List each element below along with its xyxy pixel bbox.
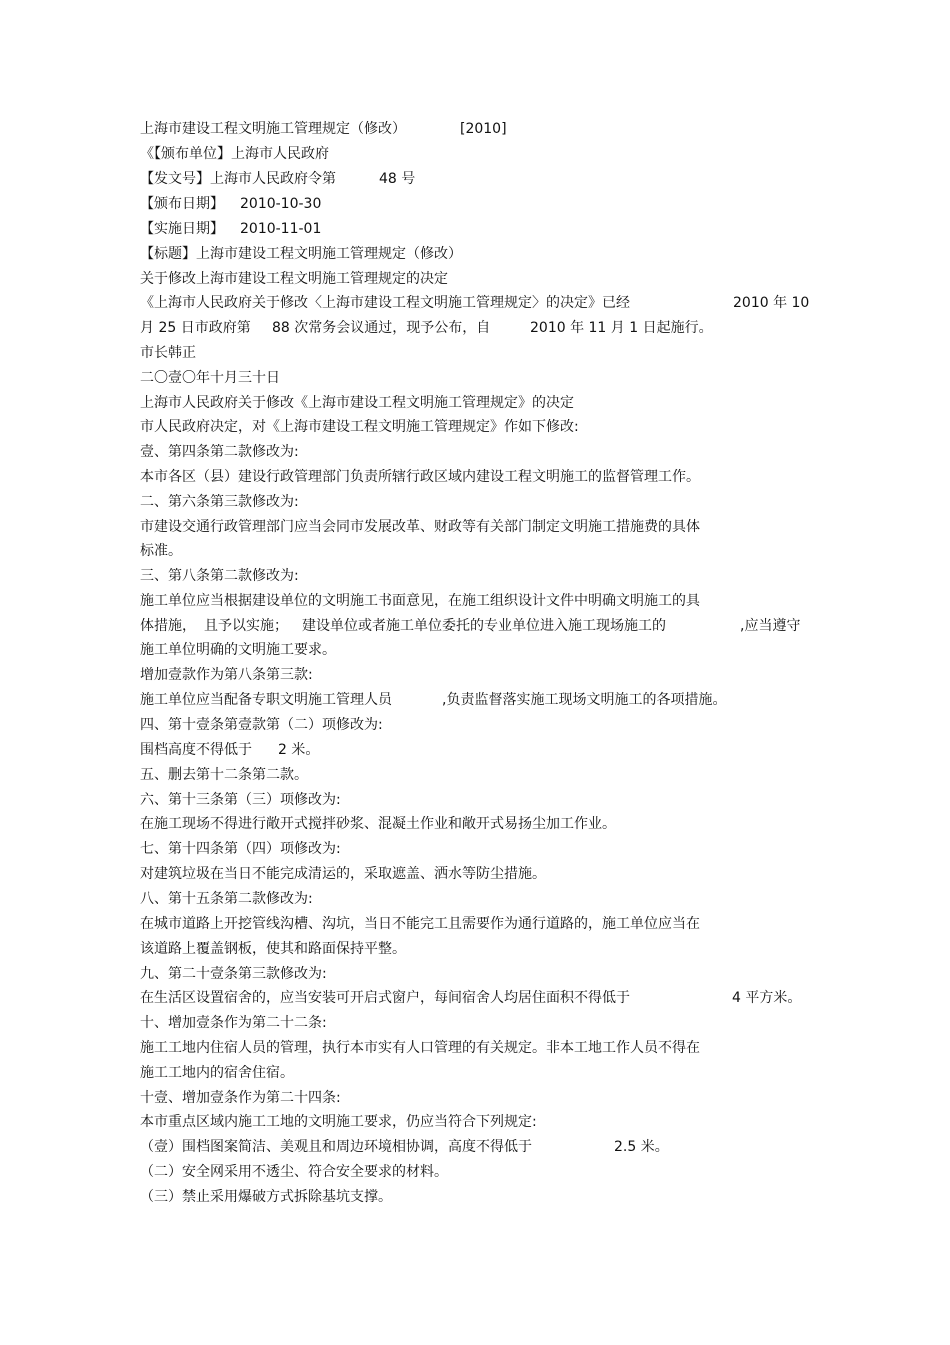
text-line: 壹、第四条第二款修改为: [140, 444, 299, 460]
text-line: 《上海市人民政府关于修改〈上海市建设工程文明施工管理规定〉的决定》已经 [140, 295, 630, 311]
text-line: 十、增加壹条作为第二十二条: [140, 1015, 327, 1031]
text-line: 施工单位明确的文明施工要求。 [140, 642, 336, 658]
text-line: 88 次常务会议通过，现予公布，自 [272, 320, 491, 336]
text-line: 【实施日期】 [140, 221, 224, 237]
text-line: 且予以实施； [204, 618, 288, 634]
text-line: ,应当遵守 [740, 618, 801, 634]
text-line: 体措施， [140, 618, 196, 634]
text-line: 七、第十四条第（四）项修改为: [140, 841, 341, 857]
text-line: 【发文号】上海市人民政府令第 [140, 171, 336, 187]
text-line: 二、第六条第三款修改为: [140, 494, 299, 510]
text-line: 月 25 日市政府第 [140, 320, 251, 336]
text-line: 《【颁布单位】上海市人民政府 [140, 146, 329, 162]
text-line: 【颁布日期】 [140, 196, 224, 212]
text-line: 建设单位或者施工单位委托的专业单位进入施工现场施工的 [302, 618, 666, 634]
text-line: 上海市人民政府关于修改《上海市建设工程文明施工管理规定》的决定 [140, 395, 574, 411]
text-line: 上海市建设工程文明施工管理规定（修改） [140, 121, 406, 137]
text-line: 市人民政府决定，对《上海市建设工程文明施工管理规定》作如下修改: [140, 419, 579, 435]
text-line: 三、第八条第二款修改为: [140, 568, 299, 584]
text-line: 施工工地内的宿舍住宿。 [140, 1065, 294, 1081]
text-line: 市长韩正 [140, 345, 196, 361]
text-line: 2.5 米。 [614, 1139, 669, 1155]
text-line: 2010-10-30 [240, 196, 322, 212]
text-line: 标准。 [140, 543, 182, 559]
text-line: 2 米。 [278, 742, 320, 758]
text-line: 增加壹款作为第八条第三款: [140, 667, 313, 683]
text-line: 六、第十三条第（三）项修改为: [140, 792, 341, 808]
text-line: 4 平方米。 [732, 990, 802, 1006]
text-line: 2010 年 11 月 1 日起施行。 [530, 320, 713, 336]
text-line: 二〇壹〇年十月三十日 [140, 370, 280, 386]
text-line: 在施工现场不得进行敞开式搅拌砂浆、混凝土作业和敞开式易扬尘加工作业。 [140, 816, 616, 832]
text-line: 五、删去第十二条第二款。 [140, 767, 308, 783]
text-line: ,负责监督落实施工现场文明施工的各项措施。 [442, 692, 727, 708]
text-line: 市建设交通行政管理部门应当会同市发展改革、财政等有关部门制定文明施工措施费的具体 [140, 519, 700, 535]
text-line: 对建筑垃圾在当日不能完成清运的，采取遮盖、洒水等防尘措施。 [140, 866, 546, 882]
text-line: 在城市道路上开挖管线沟槽、沟坑，当日不能完工且需要作为通行道路的，施工单位应当在 [140, 916, 700, 932]
text-line: 四、第十壹条第壹款第（二）项修改为: [140, 717, 383, 733]
text-line: 十壹、增加壹条作为第二十四条: [140, 1090, 341, 1106]
text-line: 施工单位应当配备专职文明施工管理人员 [140, 692, 392, 708]
text-line: 在生活区设置宿舍的，应当安装可开启式窗户，每间宿舍人均居住面积不得低于 [140, 990, 630, 1006]
text-line: 本市重点区域内施工工地的文明施工要求，仍应当符合下列规定: [140, 1114, 537, 1130]
text-line: （三）禁止采用爆破方式拆除基坑支撑。 [140, 1189, 392, 1205]
text-line: 48 号 [379, 171, 416, 187]
text-line: 八、第十五条第二款修改为: [140, 891, 313, 907]
text-line: 该道路上覆盖钢板，使其和路面保持平整。 [140, 941, 406, 957]
text-line: 本市各区（县）建设行政管理部门负责所辖行政区域内建设工程文明施工的监督管理工作。 [140, 469, 700, 485]
text-line: 施工工地内住宿人员的管理，执行本市实有人口管理的有关规定。非本工地工作人员不得在 [140, 1040, 700, 1056]
text-line: （壹）围档图案简洁、美观且和周边环境相协调，高度不得低于 [140, 1139, 532, 1155]
text-line: 关于修改上海市建设工程文明施工管理规定的决定 [140, 271, 448, 287]
text-line: 2010 年 10 [733, 295, 810, 311]
text-line: 【标题】上海市建设工程文明施工管理规定（修改） [140, 246, 462, 262]
text-line: 施工单位应当根据建设单位的文明施工书面意见，在施工组织设计文件中明确文明施工的具 [140, 593, 700, 609]
text-line: （二）安全网采用不透尘、符合安全要求的材料。 [140, 1164, 448, 1180]
text-line: 围档高度不得低于 [140, 742, 252, 758]
text-line: 九、第二十壹条第三款修改为: [140, 966, 327, 982]
text-line: 2010-11-01 [240, 221, 322, 237]
text-line: [2010] [460, 121, 507, 137]
